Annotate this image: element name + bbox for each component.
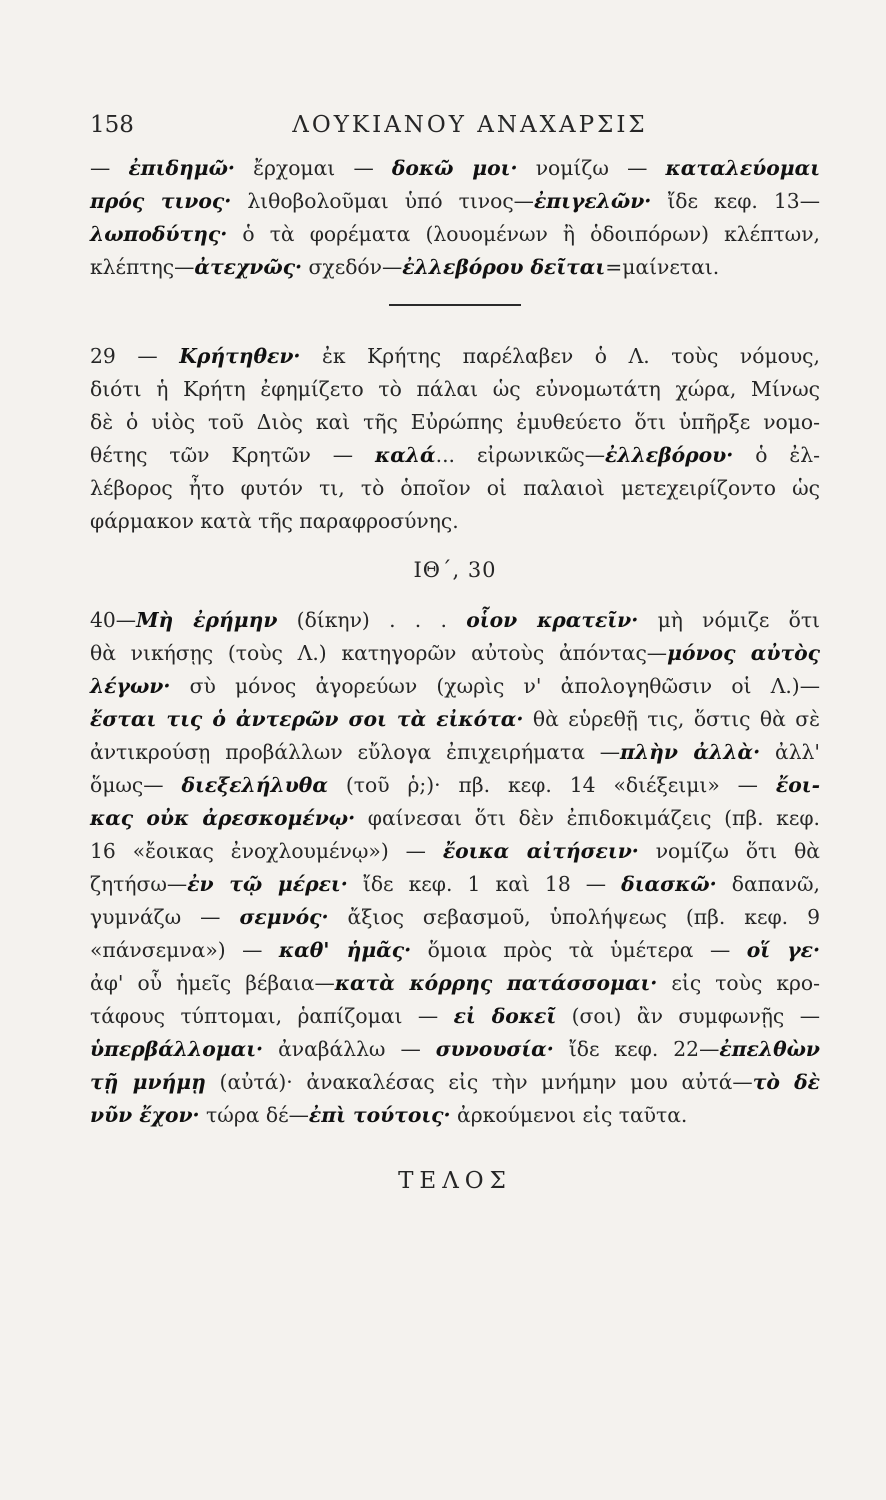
lemma: ἐπιδημῶ· [128,156,235,180]
gloss: ἔρχομαι — [234,156,392,180]
lemma: δοκῶ μοι· [391,156,518,180]
gloss: ἴδε κεφ. 13— [651,189,820,213]
commentary-paragraph-1 [90,152,820,284]
text-line [90,1066,820,1099]
lemma: καθ' ἡμᾶς· [278,938,412,962]
text-line [90,1033,820,1066]
lemma: μόνος αὐτὸς [667,641,820,665]
gloss: ζητήσω— [90,872,188,896]
lemma: διεξελήλυθα [181,773,328,797]
gloss: — [90,156,129,180]
lemma: ἔοικα αἰτήσειν· [442,839,639,863]
text-line [90,835,820,868]
lemma: νῦν ἔχον· [90,1103,200,1127]
text-line [90,152,820,185]
gloss: ὅμως— [90,773,182,797]
gloss: (τοῦ ῥ;)· πβ. κεφ. 14 «διέξειμι» — [327,773,776,797]
text-line [90,1099,820,1132]
gloss: κλέπτης— [90,255,195,279]
gloss: «πάνσεμνα») — [90,938,279,962]
text-line [90,185,820,218]
text-line [90,251,820,284]
gloss: ἀντικρούσῃ προβάλλων εὔλογα ἐπιχειρήματα — [90,740,621,764]
gloss: 40— [90,608,137,632]
book-page [90,112,820,1194]
lemma: σεμνός· [239,905,329,929]
lemma: διασκῶ· [621,872,717,896]
commentary-paragraph-3 [90,604,820,1132]
gloss: σὺ μόνος ἀγορεύων (χωρὶς ν' ἀπολογηθῶσιν οἱ Λ.)— [170,674,820,698]
commentary-paragraph-2 [90,340,820,538]
text-line [90,472,820,505]
gloss: ἀφ' οὗ ἡμεῖς βέβαια— [90,971,335,995]
lemma: ἔσται τις ὁ ἀντερῶν σοι τὰ εἰκότα· [90,707,524,731]
gloss: εἰς τοὺς κρο- [657,971,820,995]
gloss: ἀλλ' [760,740,820,764]
lemma: πρός τινος· [90,189,232,213]
gloss: ἄξιος σεβασμοῦ, ὑπολήψεως (πβ. κεφ. 9 [328,905,820,929]
gloss: δὲ ὁ υἱὸς τοῦ Διὸς καὶ τῆς Εὐρώπης ἐμυθεύετο ὅτι ὑπῆρξε νομο- [90,410,820,434]
gloss: (δίκην) . . . [277,608,467,632]
gloss: φαίνεσαι ὅτι δὲν ἐπιδοκιμάζεις (πβ. κεφ. [355,806,820,830]
gloss: ὁ τὰ φορέματα (λουομένων ἢ ὁδοιπόρων) κλέπτων, [227,222,820,246]
lemma: εἰ δοκεῖ [453,1004,557,1028]
gloss: διότι ἡ Κρήτη ἐφημίζετο τὸ πάλαι ὡς εὐνομωτάτη χώρα, Μίνως [90,377,820,401]
lemma: ἔοι- [775,773,820,797]
gloss: γυμνάζω — [90,905,240,929]
lemma: ἐλλεβόρου· [605,443,734,467]
gloss: σχεδόν— [302,255,403,279]
running-title: ΛΟΥΚΙΑΝΟΥ ΑΝΑΧΑΡΣΙΣ [292,112,648,138]
gloss: νομίζω — [517,156,666,180]
gloss: ... εἰρωνικῶς— [435,443,606,467]
end-mark: ΤΕΛΟΣ [398,1168,512,1194]
lemma: ἐπιγελῶν· [533,189,652,213]
text-line [90,967,820,1000]
gloss: (σοι) ἂν συμφωνῇς — [556,1004,821,1028]
running-header [90,112,820,152]
gloss: ἴδε κεφ. 1 καὶ 18 — [347,872,622,896]
gloss: ἴδε κεφ. 22— [553,1037,720,1061]
text-line [90,340,820,373]
lemma: καταλεύομαι [665,156,821,180]
lemma: πλὴν ἀλλὰ· [620,740,761,764]
text-line [90,218,820,251]
gloss: =μαίνεται. [605,255,720,279]
lemma: ἐλλεβόρου δεῖται [402,255,606,279]
text-line [90,1000,820,1033]
text-line [90,637,820,670]
gloss: φάρμακον κατὰ τῆς παραφροσύνης. [90,509,459,533]
lemma: οἷον κρατεῖν· [466,608,639,632]
text-line [90,901,820,934]
lemma: καλά [375,443,436,467]
gloss: λιθοβολοῦμαι ὑπό τινος— [231,189,534,213]
lemma: κατὰ κόρρης πατάσσομαι· [334,971,658,995]
lemma: κας οὐκ ἀρεσκομένῳ· [90,806,356,830]
gloss: (αὐτά)· ἀνακαλέσας εἰς τὴν μνήμην μου αὐτά— [205,1070,753,1094]
lemma: τῇ μνήμῃ [90,1070,206,1094]
lemma: τὸ δὲ [752,1070,820,1094]
text-line [90,703,820,736]
lemma: οἵ γε· [746,938,821,962]
gloss: ἀναβάλλω — [263,1037,436,1061]
gloss: δαπανῶ, [716,872,820,896]
text-line [90,604,820,637]
lemma: ἀτεχνῶς· [194,255,303,279]
gloss: λέβορος ἦτο φυτόν τι, τὸ ὁποῖον οἱ παλαιοὶ μετεχειρίζοντο ὡς [90,476,820,500]
page-number: 158 [90,112,134,138]
text-line [90,934,820,967]
text-line [90,868,820,901]
lemma: Μὴ ἐρήμην [136,608,278,632]
lemma: ἐν τῷ μέρει· [187,872,348,896]
gloss: ἐκ Κρήτης παρέλαβεν ὁ Λ. τοὺς νόμους, [300,344,820,368]
lemma: συνουσία· [435,1037,554,1061]
gloss: 29 — [90,344,180,368]
gloss: θὰ εὑρεθῇ τις, ὅστις θὰ σὲ [523,707,820,731]
gloss: τάφους τύπτομαι, ῥαπίζομαι — [90,1004,454,1028]
lemma: ὑπερβάλλομαι· [90,1037,264,1061]
gloss: ὁ ἐλ- [733,443,821,467]
divider-rule [389,304,521,306]
lemma: λέγων· [90,674,171,698]
gloss: ὅμοια πρὸς τὰ ὑμέτερα — [411,938,747,962]
text-line [90,769,820,802]
text-line [90,406,820,439]
gloss: νομίζω ὅτι θὰ [638,839,820,863]
text-line [90,736,820,769]
gloss: θέτης τῶν Κρητῶν — [90,443,375,467]
text-line [90,505,820,538]
gloss: μὴ νόμιζε ὅτι [638,608,820,632]
gloss: τώρα δέ— [199,1103,309,1127]
gloss: 16 «ἔοικας ἐνοχλουμένῳ») — [90,839,443,863]
text-line [90,802,820,835]
lemma: λωποδύτης· [90,222,228,246]
lemma: ἐπελθὼν [719,1037,820,1061]
lemma: ἐπὶ τούτοις· [308,1103,451,1127]
text-line [90,439,820,472]
text-line [90,670,820,703]
gloss: ἀρκούμενοι εἰς ταῦτα. [450,1103,688,1127]
text-line [90,373,820,406]
gloss: θὰ νικήσῃς (τοὺς Λ.) κατηγορῶν αὐτοὺς ἀπόντας— [90,641,668,665]
section-heading: ΙΘ΄, 30 [413,558,497,582]
lemma: Κρήτηθεν· [179,344,301,368]
